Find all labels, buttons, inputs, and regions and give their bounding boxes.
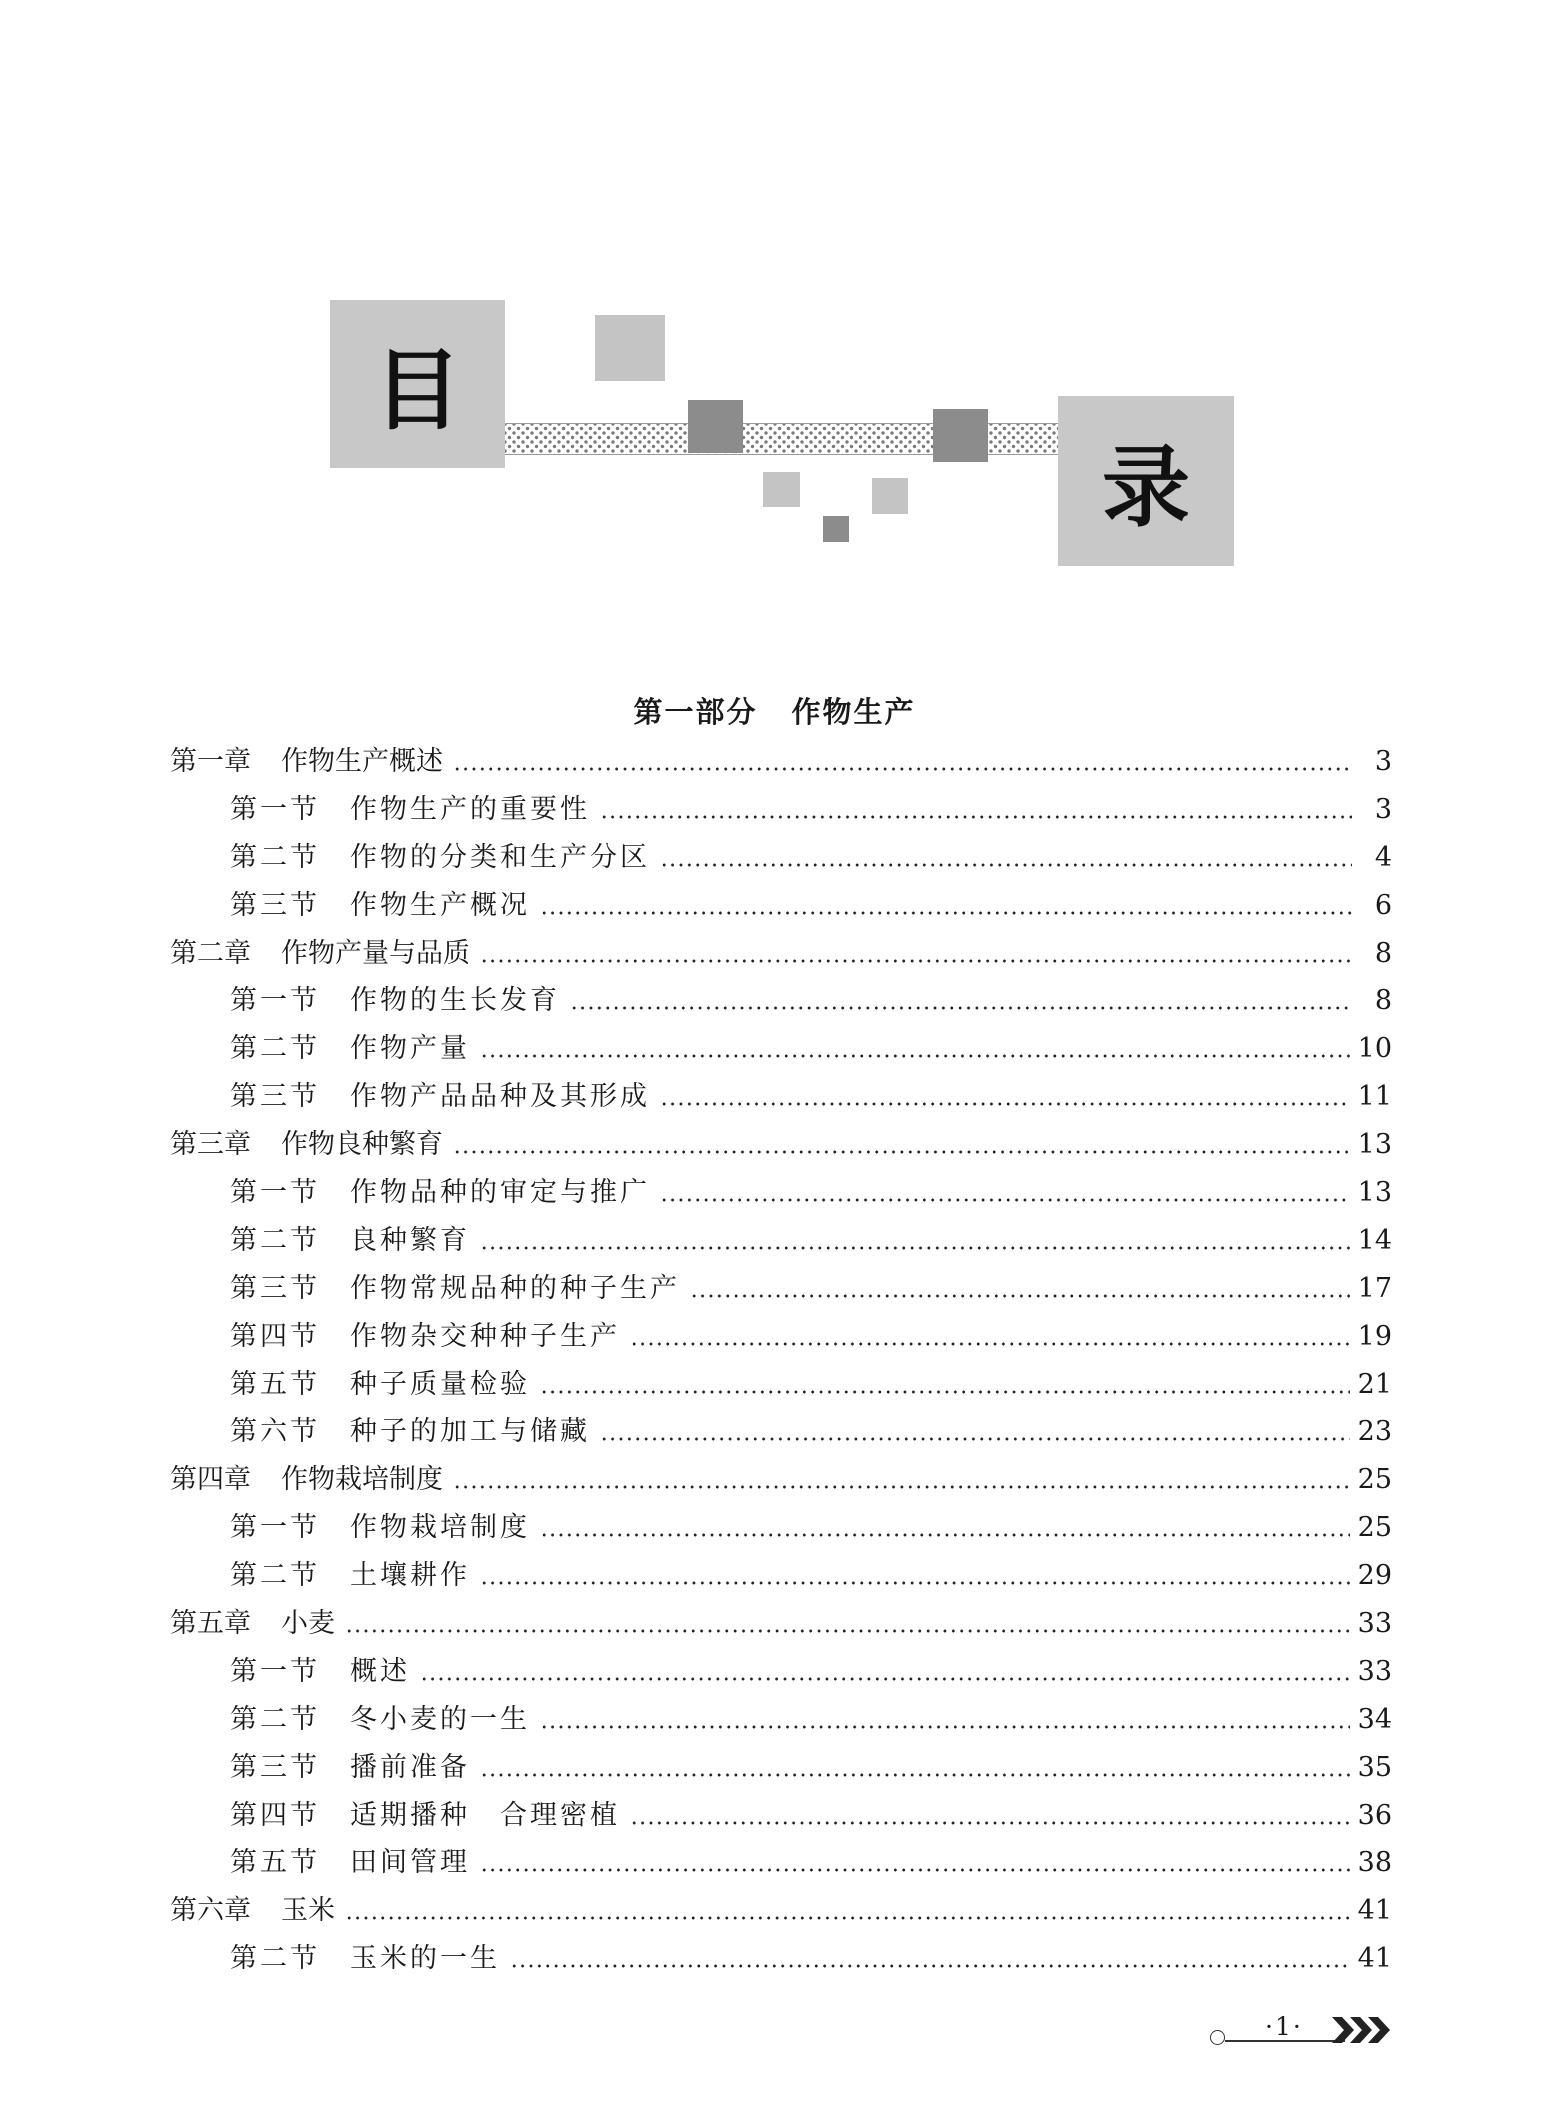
toc-entry-page: 3 xyxy=(1374,746,1392,777)
toc-entry-number: 第三节 xyxy=(230,889,320,921)
page-footer xyxy=(1210,2010,1400,2050)
toc-entry-title: 作物生产概述 xyxy=(281,746,443,777)
toc-section-row[interactable] xyxy=(170,1744,1392,1792)
dot-leader xyxy=(510,1964,1350,1968)
title-char-lu: 录 xyxy=(1101,436,1190,539)
dot-leader xyxy=(453,1150,1350,1154)
toc-list xyxy=(170,738,1392,1983)
footer-circle-icon xyxy=(1210,2030,1225,2045)
toc-entry-page: 33 xyxy=(1357,1608,1392,1640)
toc-entry-number: 第三节 xyxy=(230,1081,320,1113)
toc-entry-title: 土壤耕作 xyxy=(350,1560,470,1592)
toc-section-row[interactable] xyxy=(170,977,1392,1025)
toc-entry-label xyxy=(230,1935,510,1983)
dot-leader xyxy=(660,1102,1350,1106)
toc-entry-label xyxy=(230,1313,630,1361)
toc-section-row[interactable] xyxy=(170,1025,1392,1073)
toc-entry-title: 种子的加工与储藏 xyxy=(350,1416,590,1448)
toc-section-row[interactable] xyxy=(170,1935,1392,1983)
toc-entry-title: 作物的生长发育 xyxy=(350,985,560,1017)
toc-entry-title: 概述 xyxy=(350,1655,410,1687)
toc-title-decoration xyxy=(0,0,1549,600)
toc-section-row[interactable] xyxy=(170,882,1392,930)
toc-entry-title: 作物品种的审定与推广 xyxy=(350,1177,650,1209)
toc-entry-title: 作物栽培制度 xyxy=(281,1464,443,1496)
toc-entry-title: 作物杂交种种子生产 xyxy=(350,1320,620,1352)
toc-entry-page: 38 xyxy=(1357,1847,1392,1879)
toc-section-row[interactable] xyxy=(170,1552,1392,1600)
toc-entry-label xyxy=(230,1073,660,1121)
toc-entry-title: 播前准备 xyxy=(350,1751,470,1783)
toc-entry-number: 第五章 xyxy=(170,1608,251,1640)
toc-entry-number: 第一节 xyxy=(230,1177,320,1209)
toc-entry-number: 第四章 xyxy=(170,1464,251,1496)
toc-entry-page: 11 xyxy=(1357,1081,1392,1113)
toc-entry-number: 第二章 xyxy=(170,937,251,969)
toc-section-row[interactable] xyxy=(170,834,1392,882)
toc-entry-number: 第六节 xyxy=(230,1416,320,1448)
toc-section-row[interactable] xyxy=(170,1792,1392,1840)
toc-entry-label xyxy=(170,1121,453,1169)
toc-entry-page: 36 xyxy=(1357,1799,1392,1831)
toc-entry-label xyxy=(170,1887,345,1935)
toc-entry-title: 玉米的一生 xyxy=(350,1943,500,1975)
decor-square xyxy=(823,516,849,542)
toc-entry-page: 14 xyxy=(1357,1224,1392,1256)
toc-entry-number: 第一章 xyxy=(170,746,251,777)
toc-entry-number: 第四节 xyxy=(230,1320,320,1352)
toc-entry-page: 23 xyxy=(1357,1416,1392,1448)
page-number: ·1· xyxy=(1265,2012,1303,2041)
toc-entry-title: 作物产量与品质 xyxy=(281,937,470,969)
dot-leader xyxy=(480,1246,1350,1250)
toc-entry-label xyxy=(230,1552,480,1600)
toc-entry-number: 第三章 xyxy=(170,1129,251,1161)
toc-entry-title: 作物产量 xyxy=(350,1033,470,1065)
toc-entry-title: 冬小麦的一生 xyxy=(350,1703,530,1735)
toc-section-row[interactable] xyxy=(170,1313,1392,1361)
toc-entry-label xyxy=(170,930,480,978)
toc-entry-number: 第一节 xyxy=(230,1512,320,1544)
toc-entry-title: 田间管理 xyxy=(350,1847,470,1879)
toc-entry-title: 适期播种 合理密植 xyxy=(350,1799,620,1831)
toc-section-row[interactable] xyxy=(170,1073,1392,1121)
toc-section-row[interactable] xyxy=(170,1217,1392,1265)
toc-section-row[interactable] xyxy=(170,1696,1392,1744)
decor-square xyxy=(872,478,908,514)
toc-entry-title: 作物常规品种的种子生产 xyxy=(350,1272,680,1304)
chevron-right-icon xyxy=(1332,2013,1402,2047)
toc-section-row[interactable] xyxy=(170,1408,1392,1456)
toc-entry-page: 25 xyxy=(1357,1464,1392,1496)
toc-entry-page: 41 xyxy=(1357,1943,1392,1975)
toc-chapter-row[interactable] xyxy=(170,1456,1392,1504)
toc-entry-title: 作物的分类和生产分区 xyxy=(350,841,650,873)
toc-section-row[interactable] xyxy=(170,1504,1392,1552)
toc-entry-label xyxy=(230,1648,420,1696)
decor-square xyxy=(688,400,743,453)
toc-chapter-row[interactable] xyxy=(170,930,1392,978)
dot-leader xyxy=(660,1198,1350,1202)
toc-entry-page: 25 xyxy=(1357,1512,1392,1544)
dot-leader xyxy=(480,1581,1350,1585)
toc-entry-title: 作物产品品种及其形成 xyxy=(350,1081,650,1113)
dot-leader xyxy=(660,863,1352,867)
toc-entry-title: 作物生产的重要性 xyxy=(350,793,590,825)
toc-entry-page: 35 xyxy=(1357,1751,1392,1783)
toc-entry-title: 小麦 xyxy=(281,1608,335,1640)
toc-entry-number: 第一节 xyxy=(230,1655,320,1687)
toc-entry-page: 3 xyxy=(1374,793,1392,825)
toc-entry-label xyxy=(230,1504,540,1552)
part-title-name: 作物生产 xyxy=(791,695,916,729)
dot-leader xyxy=(600,815,1352,819)
toc-entry-label xyxy=(230,834,660,882)
part-title xyxy=(0,690,1549,731)
decor-square xyxy=(763,472,800,507)
toc-entry-page: 4 xyxy=(1374,841,1392,873)
dot-leader xyxy=(420,1677,1350,1681)
toc-entry-number: 第二节 xyxy=(230,1703,320,1735)
dot-leader xyxy=(540,1390,1350,1394)
toc-section-row[interactable] xyxy=(170,1648,1392,1696)
toc-entry-label xyxy=(230,1265,690,1313)
dot-leader xyxy=(345,1629,1350,1633)
toc-entry-label xyxy=(170,1456,453,1504)
toc-chapter-row[interactable] xyxy=(170,738,1392,786)
dot-leader xyxy=(453,767,1352,771)
dot-leader xyxy=(480,1773,1350,1777)
toc-entry-number: 第二节 xyxy=(230,1033,320,1065)
toc-entry-number: 第四节 xyxy=(230,1799,320,1831)
toc-entry-page: 21 xyxy=(1357,1368,1392,1400)
toc-section-row[interactable] xyxy=(170,1839,1392,1887)
dot-leader xyxy=(690,1294,1350,1298)
toc-entry-number: 第二节 xyxy=(230,841,320,873)
toc-entry-label xyxy=(230,1361,540,1409)
toc-entry-title: 种子质量检验 xyxy=(350,1368,530,1400)
title-block-lu xyxy=(1058,396,1234,566)
toc-entry-label xyxy=(230,1025,480,1073)
toc-entry-page: 13 xyxy=(1357,1177,1392,1209)
toc-entry-label xyxy=(230,1696,540,1744)
toc-entry-number: 第二节 xyxy=(230,1224,320,1256)
title-char-mu: 目 xyxy=(373,339,462,442)
toc-entry-label xyxy=(170,738,453,786)
toc-entry-page: 10 xyxy=(1357,1033,1392,1065)
part-title-number: 第一部分 xyxy=(633,695,758,729)
toc-entry-number: 第二节 xyxy=(230,1943,320,1975)
toc-entry-page: 8 xyxy=(1374,937,1392,969)
dot-leader xyxy=(345,1916,1350,1920)
toc-entry-label xyxy=(230,1744,480,1792)
toc-entry-label xyxy=(230,1217,480,1265)
toc-section-row[interactable] xyxy=(170,1361,1392,1409)
toc-entry-label xyxy=(230,1408,600,1456)
toc-entry-page: 33 xyxy=(1357,1655,1392,1687)
toc-entry-label xyxy=(230,882,540,930)
dot-leader xyxy=(480,1054,1350,1058)
toc-entry-number: 第五节 xyxy=(230,1368,320,1400)
toc-entry-page: 19 xyxy=(1357,1320,1392,1352)
toc-entry-page: 13 xyxy=(1357,1129,1392,1161)
toc-entry-title: 作物栽培制度 xyxy=(350,1512,530,1544)
toc-entry-label xyxy=(230,1792,630,1840)
dot-leader xyxy=(540,1725,1350,1729)
toc-entry-title: 良种繁育 xyxy=(350,1224,470,1256)
toc-entry-title: 作物良种繁育 xyxy=(281,1129,443,1161)
dot-leader xyxy=(540,1533,1350,1537)
dot-leader xyxy=(480,1868,1350,1872)
dot-leader xyxy=(480,959,1352,963)
toc-entry-title: 玉米 xyxy=(281,1895,335,1927)
toc-entry-number: 第三节 xyxy=(230,1751,320,1783)
toc-entry-number: 第二节 xyxy=(230,1560,320,1592)
toc-entry-label xyxy=(230,1169,660,1217)
toc-chapter-row[interactable] xyxy=(170,1600,1392,1648)
dot-leader xyxy=(540,911,1352,915)
toc-entry-page: 29 xyxy=(1357,1560,1392,1592)
toc-entry-number: 第一节 xyxy=(230,985,320,1017)
dot-leader xyxy=(570,1006,1352,1010)
dot-leader xyxy=(630,1821,1350,1825)
decor-square xyxy=(933,409,988,462)
toc-entry-number: 第三节 xyxy=(230,1272,320,1304)
toc-chapter-row[interactable] xyxy=(170,1121,1392,1169)
toc-section-row[interactable] xyxy=(170,786,1392,834)
toc-section-row[interactable] xyxy=(170,1265,1392,1313)
toc-entry-page: 41 xyxy=(1357,1895,1392,1927)
title-block-mu xyxy=(330,300,505,468)
toc-entry-title: 作物生产概况 xyxy=(350,889,530,921)
toc-entry-label xyxy=(230,977,570,1025)
toc-entry-page: 17 xyxy=(1357,1272,1392,1304)
toc-section-row[interactable] xyxy=(170,1169,1392,1217)
dot-leader xyxy=(630,1342,1350,1346)
toc-entry-label xyxy=(230,786,600,834)
toc-entry-number: 第六章 xyxy=(170,1895,251,1927)
toc-entry-label xyxy=(230,1839,480,1887)
toc-entry-label xyxy=(170,1600,345,1648)
toc-entry-page: 6 xyxy=(1374,889,1392,921)
toc-entry-page: 34 xyxy=(1357,1703,1392,1735)
dot-leader xyxy=(600,1437,1350,1441)
toc-chapter-row[interactable] xyxy=(170,1887,1392,1935)
toc-entry-number: 第一节 xyxy=(230,793,320,825)
decor-square xyxy=(595,315,665,381)
toc-entry-number: 第五节 xyxy=(230,1847,320,1879)
toc-entry-page: 8 xyxy=(1374,985,1392,1017)
dot-leader xyxy=(453,1485,1350,1489)
